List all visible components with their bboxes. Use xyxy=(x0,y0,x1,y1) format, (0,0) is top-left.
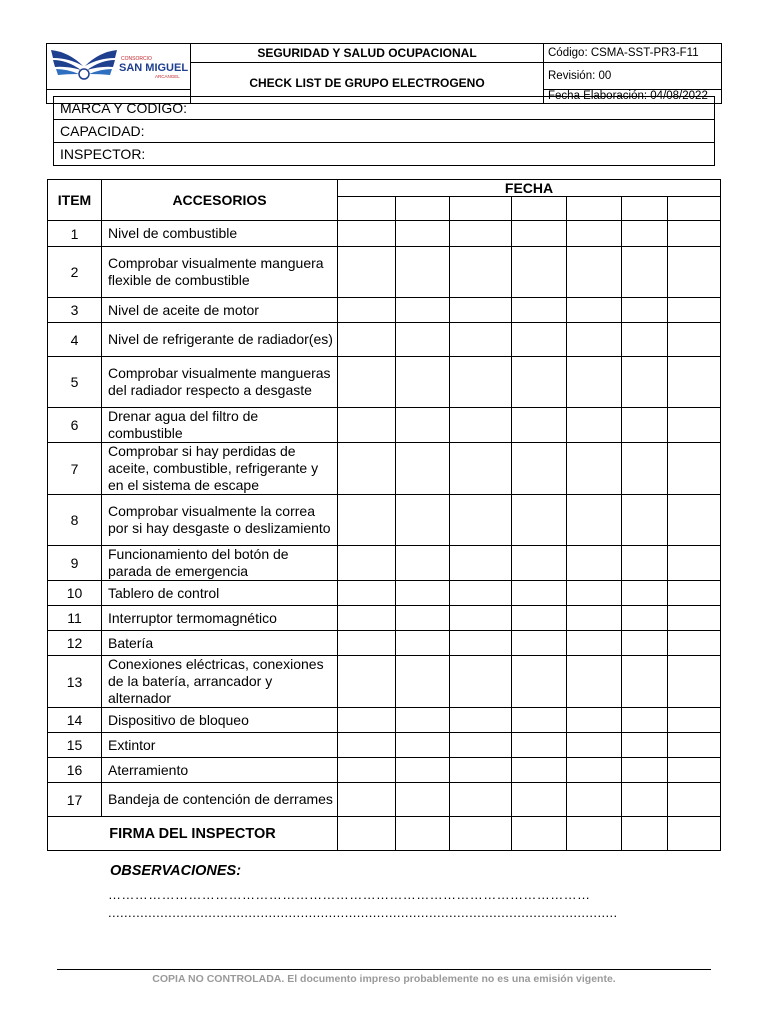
fecha-cell[interactable] xyxy=(396,197,450,221)
check-cell[interactable] xyxy=(622,656,668,708)
check-cell[interactable] xyxy=(668,758,721,783)
check-cell[interactable] xyxy=(450,546,512,581)
accesorio-label: Funcionamiento del botón de parada de emergencia xyxy=(102,546,338,581)
check-cell[interactable] xyxy=(512,733,567,758)
table-row xyxy=(48,546,721,581)
accesorio-label: Conexiones eléctricas, conexiones de la batería, arrancador y alternador xyxy=(102,656,338,708)
firma-cell[interactable] xyxy=(567,817,622,851)
check-cell[interactable] xyxy=(396,298,450,323)
table-row xyxy=(48,495,721,546)
check-cell[interactable] xyxy=(396,546,450,581)
check-cell[interactable] xyxy=(668,708,721,733)
check-cell[interactable] xyxy=(567,656,622,708)
check-cell[interactable] xyxy=(512,783,567,817)
check-cell[interactable] xyxy=(567,546,622,581)
check-cell[interactable] xyxy=(567,357,622,408)
check-cell[interactable] xyxy=(512,581,567,606)
company-logo xyxy=(47,44,191,90)
observaciones-line-2[interactable]: ............................................................................................................................... xyxy=(108,905,618,920)
check-cell[interactable] xyxy=(512,408,567,443)
logo-small-text: CONSORCIO xyxy=(121,56,152,62)
table-row xyxy=(48,758,721,783)
check-cell[interactable] xyxy=(396,656,450,708)
check-cell[interactable] xyxy=(512,247,567,298)
header-title: SEGURIDAD Y SALUD OCUPACIONAL xyxy=(191,44,544,63)
item-number: 6 xyxy=(48,408,102,443)
item-number: 9 xyxy=(48,546,102,581)
check-cell[interactable] xyxy=(668,581,721,606)
check-cell[interactable] xyxy=(396,247,450,298)
check-cell[interactable] xyxy=(567,495,622,546)
check-cell[interactable] xyxy=(338,221,396,247)
check-cell[interactable] xyxy=(338,783,396,817)
check-cell[interactable] xyxy=(668,495,721,546)
check-cell[interactable] xyxy=(450,221,512,247)
footer-divider xyxy=(57,969,711,970)
check-cell[interactable] xyxy=(338,495,396,546)
check-cell[interactable] xyxy=(668,408,721,443)
marca-field[interactable]: MARCA Y CODIGO: xyxy=(54,97,715,120)
fecha-cell[interactable] xyxy=(668,197,721,221)
check-cell[interactable] xyxy=(668,546,721,581)
check-cell[interactable] xyxy=(396,733,450,758)
check-cell[interactable] xyxy=(338,443,396,495)
accesorio-label: Extintor xyxy=(102,733,338,758)
table-row xyxy=(48,357,721,408)
check-cell[interactable] xyxy=(450,357,512,408)
firma-cell[interactable] xyxy=(668,817,721,851)
check-cell[interactable] xyxy=(450,783,512,817)
check-cell[interactable] xyxy=(668,357,721,408)
check-cell[interactable] xyxy=(338,631,396,656)
check-cell[interactable] xyxy=(668,656,721,708)
check-cell[interactable] xyxy=(338,357,396,408)
fecha-cell[interactable] xyxy=(512,197,567,221)
table-row xyxy=(48,733,721,758)
check-cell[interactable] xyxy=(450,733,512,758)
check-cell[interactable] xyxy=(668,443,721,495)
wings-icon xyxy=(51,50,117,79)
firma-cell[interactable] xyxy=(338,817,396,851)
accesorio-label: Comprobar si hay perdidas de aceite, combustible, refrigerante y en el sistema de escape xyxy=(102,443,338,495)
item-number: 11 xyxy=(48,606,102,631)
check-cell[interactable] xyxy=(622,783,668,817)
check-cell[interactable] xyxy=(450,581,512,606)
check-cell[interactable] xyxy=(622,443,668,495)
check-cell[interactable] xyxy=(396,495,450,546)
check-cell[interactable] xyxy=(396,758,450,783)
accesorio-label: Comprobar visualmente la correa por si hay desgaste o deslizamiento xyxy=(102,495,338,546)
check-cell[interactable] xyxy=(622,323,668,357)
item-number: 14 xyxy=(48,708,102,733)
item-number: 3 xyxy=(48,298,102,323)
check-cell[interactable] xyxy=(622,546,668,581)
checklist-rows xyxy=(48,221,721,817)
firma-cell[interactable] xyxy=(450,817,512,851)
check-cell[interactable] xyxy=(622,733,668,758)
table-row xyxy=(48,656,721,708)
item-number: 12 xyxy=(48,631,102,656)
table-row xyxy=(48,323,721,357)
check-cell[interactable] xyxy=(567,631,622,656)
check-cell[interactable] xyxy=(338,408,396,443)
check-cell[interactable] xyxy=(450,247,512,298)
check-cell[interactable] xyxy=(450,606,512,631)
check-cell[interactable] xyxy=(668,247,721,298)
check-cell[interactable] xyxy=(512,606,567,631)
check-cell[interactable] xyxy=(567,606,622,631)
table-row xyxy=(48,631,721,656)
check-cell[interactable] xyxy=(567,708,622,733)
accesorio-label: Comprobar visualmente mangueras del radiador respecto a desgaste xyxy=(102,357,338,408)
col-fecha-header: FECHA xyxy=(338,180,721,197)
check-cell[interactable] xyxy=(450,656,512,708)
table-row xyxy=(48,443,721,495)
check-cell[interactable] xyxy=(668,783,721,817)
col-item-header: ITEM xyxy=(48,180,102,221)
item-number: 13 xyxy=(48,656,102,708)
check-cell[interactable] xyxy=(512,221,567,247)
check-cell[interactable] xyxy=(450,298,512,323)
accesorio-label: Aterramiento xyxy=(102,758,338,783)
logo-sub: ARCANGEL xyxy=(155,74,180,79)
accesorio-label: Drenar agua del filtro de combustible xyxy=(102,408,338,443)
item-number: 2 xyxy=(48,247,102,298)
footer-note: COPIA NO CONTROLADA. El documento impreso probablemente no es una emisión vigente. xyxy=(152,973,616,985)
check-cell[interactable] xyxy=(338,323,396,357)
check-cell[interactable] xyxy=(396,783,450,817)
fecha-cell[interactable] xyxy=(622,197,668,221)
header-codigo: Código: CSMA-SST-PR3-F11 xyxy=(544,44,722,63)
item-number: 10 xyxy=(48,581,102,606)
accesorio-label: Bandeja de contención de derrames xyxy=(102,783,338,817)
check-cell[interactable] xyxy=(668,323,721,357)
check-cell[interactable] xyxy=(567,443,622,495)
table-row xyxy=(48,408,721,443)
firma-cell[interactable] xyxy=(512,817,567,851)
fecha-cell[interactable] xyxy=(450,197,512,221)
table-row xyxy=(48,221,721,247)
accesorio-label: Dispositivo de bloqueo xyxy=(102,708,338,733)
header-subtitle: CHECK LIST DE GRUPO ELECTROGENO xyxy=(191,63,544,104)
check-cell[interactable] xyxy=(512,758,567,783)
check-cell[interactable] xyxy=(567,323,622,357)
check-cell[interactable] xyxy=(450,323,512,357)
col-accesorios-header: ACCESORIOS xyxy=(102,180,338,221)
item-number: 4 xyxy=(48,323,102,357)
check-cell[interactable] xyxy=(338,298,396,323)
accesorio-label: Batería xyxy=(102,631,338,656)
header-fecha: Fecha Elaboración: 04/08/2022 xyxy=(544,90,722,104)
firma-cell[interactable] xyxy=(622,817,668,851)
check-cell[interactable] xyxy=(512,443,567,495)
check-cell[interactable] xyxy=(567,758,622,783)
item-number: 17 xyxy=(48,783,102,817)
check-cell[interactable] xyxy=(668,221,721,247)
check-cell[interactable] xyxy=(512,323,567,357)
check-cell[interactable] xyxy=(512,708,567,733)
check-cell[interactable] xyxy=(450,708,512,733)
check-cell[interactable] xyxy=(668,631,721,656)
check-cell[interactable] xyxy=(338,656,396,708)
check-cell[interactable] xyxy=(622,581,668,606)
check-cell[interactable] xyxy=(622,298,668,323)
item-number: 1 xyxy=(48,221,102,247)
table-row xyxy=(48,581,721,606)
check-cell[interactable] xyxy=(396,323,450,357)
check-cell[interactable] xyxy=(622,631,668,656)
check-cell[interactable] xyxy=(622,606,668,631)
check-cell[interactable] xyxy=(450,631,512,656)
inspector-field[interactable]: INSPECTOR: xyxy=(54,143,715,166)
fecha-cell[interactable] xyxy=(567,197,622,221)
check-cell[interactable] xyxy=(622,408,668,443)
item-number: 7 xyxy=(48,443,102,495)
logo-name: SAN MIGUEL xyxy=(119,62,189,74)
check-cell[interactable] xyxy=(396,357,450,408)
check-cell[interactable] xyxy=(622,758,668,783)
check-cell[interactable] xyxy=(567,733,622,758)
item-number: 5 xyxy=(48,357,102,408)
observaciones-title: OBSERVACIONES: xyxy=(110,863,242,879)
table-row xyxy=(48,247,721,298)
item-number: 8 xyxy=(48,495,102,546)
table-row xyxy=(48,606,721,631)
check-cell[interactable] xyxy=(338,247,396,298)
checklist-table xyxy=(47,179,721,851)
check-cell[interactable] xyxy=(567,783,622,817)
observaciones-line-1[interactable]: ……………………………………………………………………………………………… xyxy=(108,887,591,902)
table-row xyxy=(48,298,721,323)
item-number: 16 xyxy=(48,758,102,783)
accesorio-label: Nivel de aceite de motor xyxy=(102,298,338,323)
check-cell[interactable] xyxy=(512,357,567,408)
item-number: 15 xyxy=(48,733,102,758)
table-row xyxy=(48,783,721,817)
check-cell[interactable] xyxy=(450,408,512,443)
check-cell[interactable] xyxy=(338,546,396,581)
check-cell[interactable] xyxy=(567,221,622,247)
fecha-cell[interactable] xyxy=(338,197,396,221)
check-cell[interactable] xyxy=(668,606,721,631)
check-cell[interactable] xyxy=(512,656,567,708)
check-cell[interactable] xyxy=(396,606,450,631)
accesorio-label: Interruptor termomagnético xyxy=(102,606,338,631)
accesorio-label: Tablero de control xyxy=(102,581,338,606)
check-cell[interactable] xyxy=(622,495,668,546)
check-cell[interactable] xyxy=(396,443,450,495)
accesorio-label: Nivel de combustible xyxy=(102,221,338,247)
firma-cell[interactable] xyxy=(396,817,450,851)
header-revision: Revisión: 00 xyxy=(544,63,722,90)
check-cell[interactable] xyxy=(338,606,396,631)
check-cell[interactable] xyxy=(396,221,450,247)
firma-inspector-label: FIRMA DEL INSPECTOR xyxy=(48,817,338,851)
check-cell[interactable] xyxy=(567,408,622,443)
check-cell[interactable] xyxy=(450,758,512,783)
accesorio-label: Comprobar visualmente manguera flexible de combustible xyxy=(102,247,338,298)
check-cell[interactable] xyxy=(512,631,567,656)
check-cell[interactable] xyxy=(567,581,622,606)
check-cell[interactable] xyxy=(338,581,396,606)
accesorio-label: Nivel de refrigerante de radiador(es) xyxy=(102,323,338,357)
check-cell[interactable] xyxy=(622,247,668,298)
check-cell[interactable] xyxy=(338,758,396,783)
check-cell[interactable] xyxy=(512,298,567,323)
check-cell[interactable] xyxy=(396,408,450,443)
check-cell[interactable] xyxy=(396,631,450,656)
document-header xyxy=(46,43,722,104)
info-box xyxy=(53,96,715,166)
check-cell[interactable] xyxy=(396,581,450,606)
check-cell[interactable] xyxy=(512,495,567,546)
check-cell[interactable] xyxy=(450,443,512,495)
check-cell[interactable] xyxy=(622,708,668,733)
check-cell[interactable] xyxy=(668,733,721,758)
table-row xyxy=(48,708,721,733)
check-cell[interactable] xyxy=(450,495,512,546)
check-cell[interactable] xyxy=(668,298,721,323)
capacidad-field[interactable]: CAPACIDAD: xyxy=(54,120,715,143)
check-cell[interactable] xyxy=(567,298,622,323)
check-cell[interactable] xyxy=(338,708,396,733)
check-cell[interactable] xyxy=(338,733,396,758)
check-cell[interactable] xyxy=(622,357,668,408)
check-cell[interactable] xyxy=(396,708,450,733)
check-cell[interactable] xyxy=(622,221,668,247)
check-cell[interactable] xyxy=(512,546,567,581)
check-cell[interactable] xyxy=(567,247,622,298)
